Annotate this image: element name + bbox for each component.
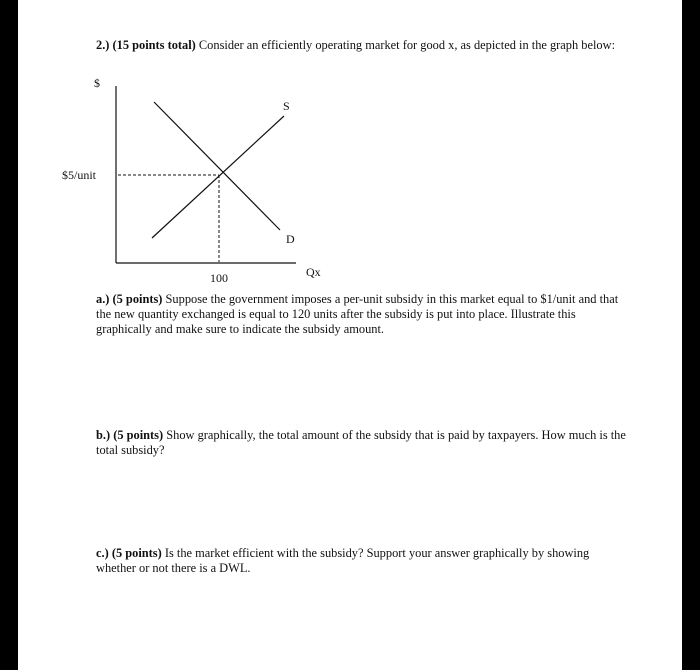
part-a-text: Suppose the government imposes a per-unit subsidy in this market equal to $1/unit and that the new quantity exchanged is equal to 120 units after the subsidy is put into place. Illustrate this graphically and make sure to indicate the subsidy amount. [96,292,619,336]
question-number-points: 2.) (15 points total) [96,38,196,52]
demand-curve [154,102,280,230]
price-label: $5/unit [62,168,97,182]
supply-demand-graph [18,0,682,290]
part-a [96,292,626,337]
part-b-label: b.) (5 points) [96,428,164,442]
part-b-text: Show graphically, the total amount of the subsidy that is paid by taxpayers. How much is the total subsidy? [96,428,626,457]
question-intro-text: Consider an efficiently operating market for good x, as depicted in the graph below: [195,38,616,52]
part-c-text: Is the market efficient with the subsidy? Support your answer graphically by showing whether or not there is a DWL. [96,546,590,575]
part-c-label: c.) (5 points) [96,546,162,560]
supply-curve [152,116,284,238]
quantity-label: 100 [210,271,228,285]
supply-label: S [283,99,290,113]
part-a-label: a.) (5 points) [96,292,163,306]
demand-label: D [286,232,295,246]
part-c [96,546,626,576]
y-axis-label: $ [94,76,100,90]
x-axis-label: Qx [306,265,321,279]
document-page [18,0,682,670]
part-b [96,428,626,458]
